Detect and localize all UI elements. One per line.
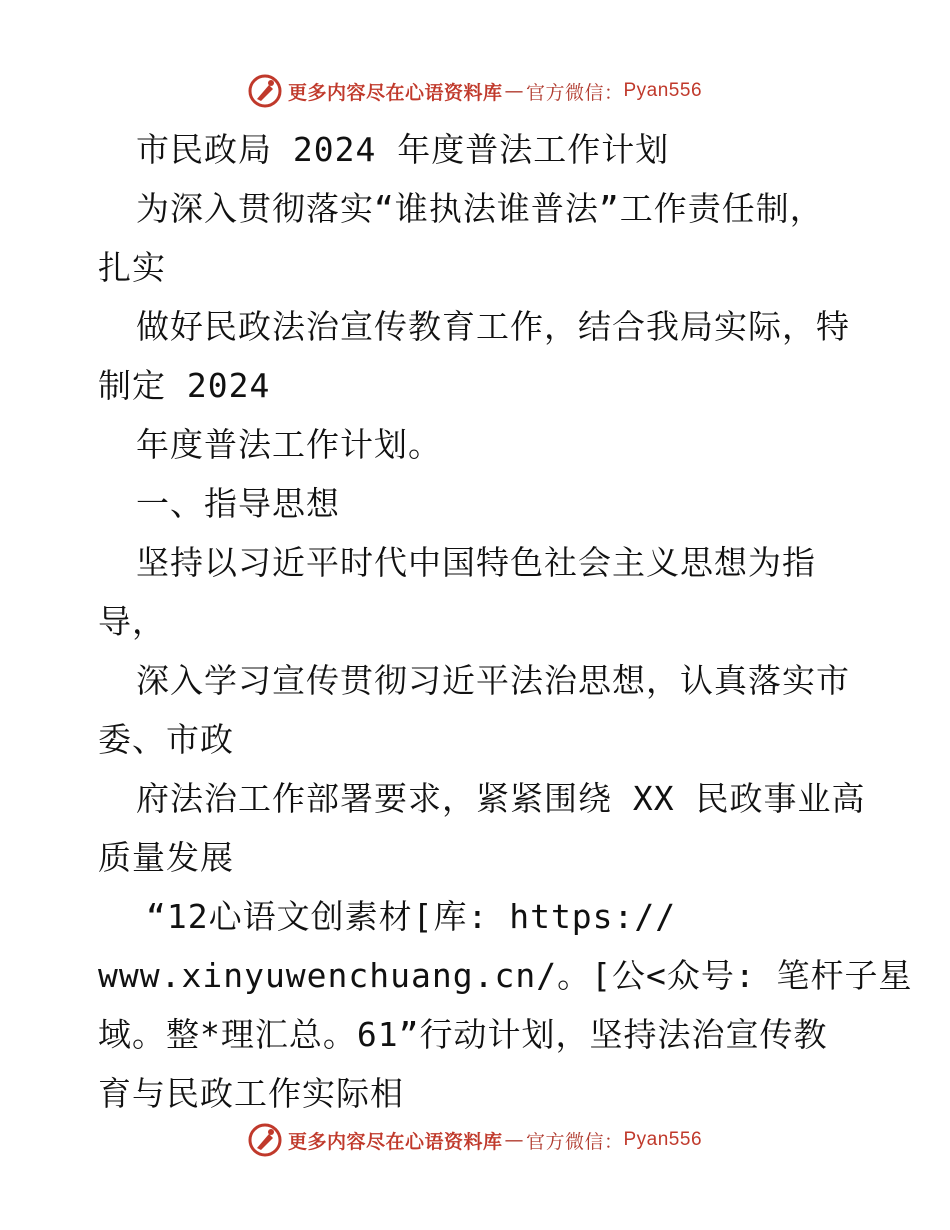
document-title: 市民政局 2024 年度普法工作计划 [136,130,670,169]
watermark-wechat-label: 官方微信： [525,81,624,104]
text-line: 深入学习宣传贯彻习近平法治思想，认真落实市 [136,661,850,700]
section-heading: 一、指导思想 [136,484,340,523]
watermark-banner-top [0,71,950,111]
text-line: 府法治工作部署要求，紧紧围绕 XX 民政事业高 [136,779,866,818]
text-line: 年度普法工作计划。 [136,425,442,464]
text-line: 为深入贯彻落实“谁执法谁普法”工作责任制， [136,189,824,228]
watermark-wechat-label: 官方微信： [525,1130,624,1153]
text-line: 扎实 [98,248,166,287]
pen-logo-icon [248,1123,282,1157]
text-line: 育与民政工作实际相 [98,1074,404,1113]
text-line: 域。整*理汇总。61”行动计划，坚持法治宣传教 [98,1015,828,1054]
document-body [98,120,913,1123]
watermark-dash: — [504,1129,524,1151]
watermark-banner-bottom [0,1120,950,1160]
watermark-wechat-id: Pyan556 [623,80,703,101]
watermark-wechat-id: Pyan556 [623,1129,703,1150]
text-line: 导， [98,602,166,641]
text-line: 做好民政法治宣传教育工作，结合我局实际，特 [136,307,850,346]
pen-logo-icon [248,74,282,108]
text-line: 委、市政 [98,720,234,759]
text-line: “12心语文创素材[库: https:// [146,897,677,936]
watermark-slogan: 更多内容尽在心语资料库 [287,1130,503,1153]
text-line: 制定 2024 [98,366,271,405]
text-line: 坚持以习近平时代中国特色社会主义思想为指 [136,543,816,582]
watermark-dash: — [504,80,524,102]
text-line: www.xinyuwenchuang.cn/。[公<众号: 笔杆子星 [98,956,913,995]
watermark-slogan: 更多内容尽在心语资料库 [287,81,503,104]
text-line: 质量发展 [98,838,234,877]
